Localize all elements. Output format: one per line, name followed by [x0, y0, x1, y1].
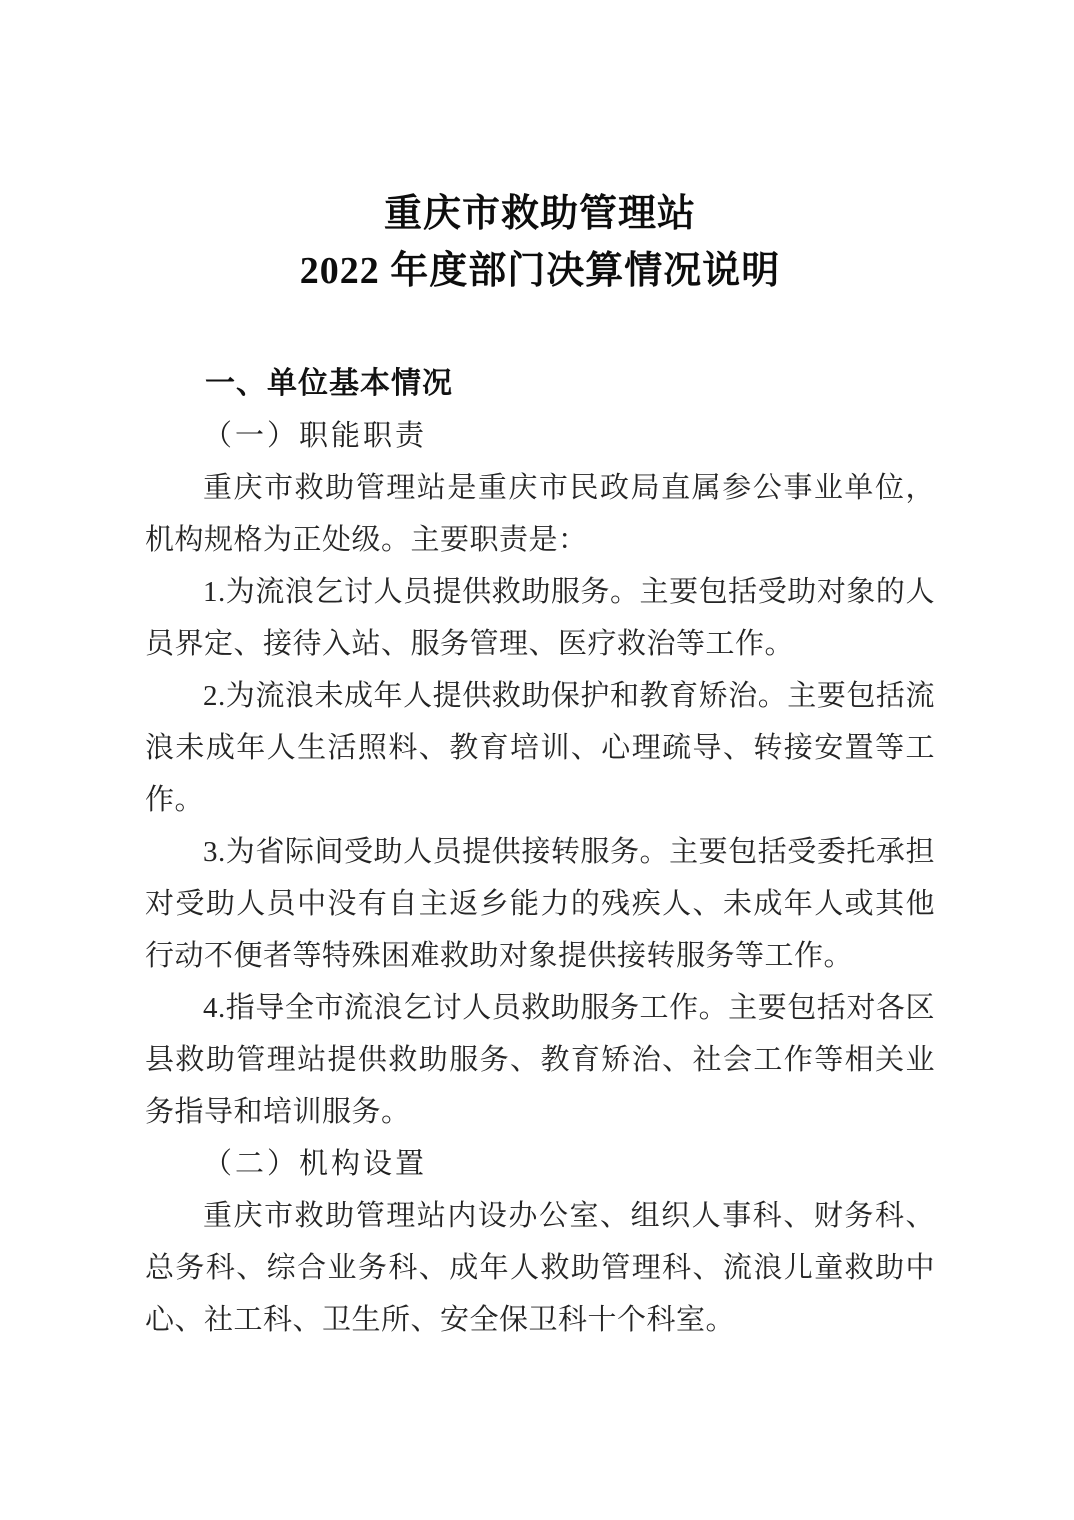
paragraph-duty-4: 4.指导全市流浪乞讨人员救助服务工作。主要包括对各区县救助管理站提供救助服务、教育矫治、社会工作等相关业务指导和培训服务。 [145, 992, 935, 1128]
subsection-heading-organization: （二）机构设置 [203, 1148, 428, 1180]
document-body [145, 358, 935, 1346]
paragraph-duty-3: 3.为省际间受助人员提供接转服务。主要包括受委托承担对受助人员中没有自主返乡能力的残疾人、未成年人或其他行动不便者等特殊困难救助对象提供接转服务等工作。 [145, 836, 935, 972]
paragraph-duty-2: 2.为流浪未成年人提供救助保护和教育矫治。主要包括流浪未成年人生活照料、教育培训、心理疏导、转接安置等工作。 [145, 680, 935, 816]
section-heading-1: 一、单位基本情况 [205, 367, 453, 400]
document-title-line-2: 2022 年度部门决算情况说明 [299, 250, 781, 292]
document-title [145, 0, 935, 300]
paragraph-intro: 重庆市救助管理站是重庆市民政局直属参公事业单位，机构规格为正处级。主要职责是： [145, 472, 935, 556]
subsection-heading-duties: （一）职能职责 [203, 420, 428, 452]
paragraph-organization: 重庆市救助管理站内设办公室、组织人事科、财务科、总务科、综合业务科、成年人救助管理科、流浪儿童救助中心、社工科、卫生所、安全保卫科十个科室。 [145, 1200, 935, 1336]
document-title-line-1: 重庆市救助管理站 [383, 193, 696, 235]
paragraph-duty-1: 1.为流浪乞讨人员提供救助服务。主要包括受助对象的人员界定、接待入站、服务管理、医疗救治等工作。 [145, 576, 935, 660]
